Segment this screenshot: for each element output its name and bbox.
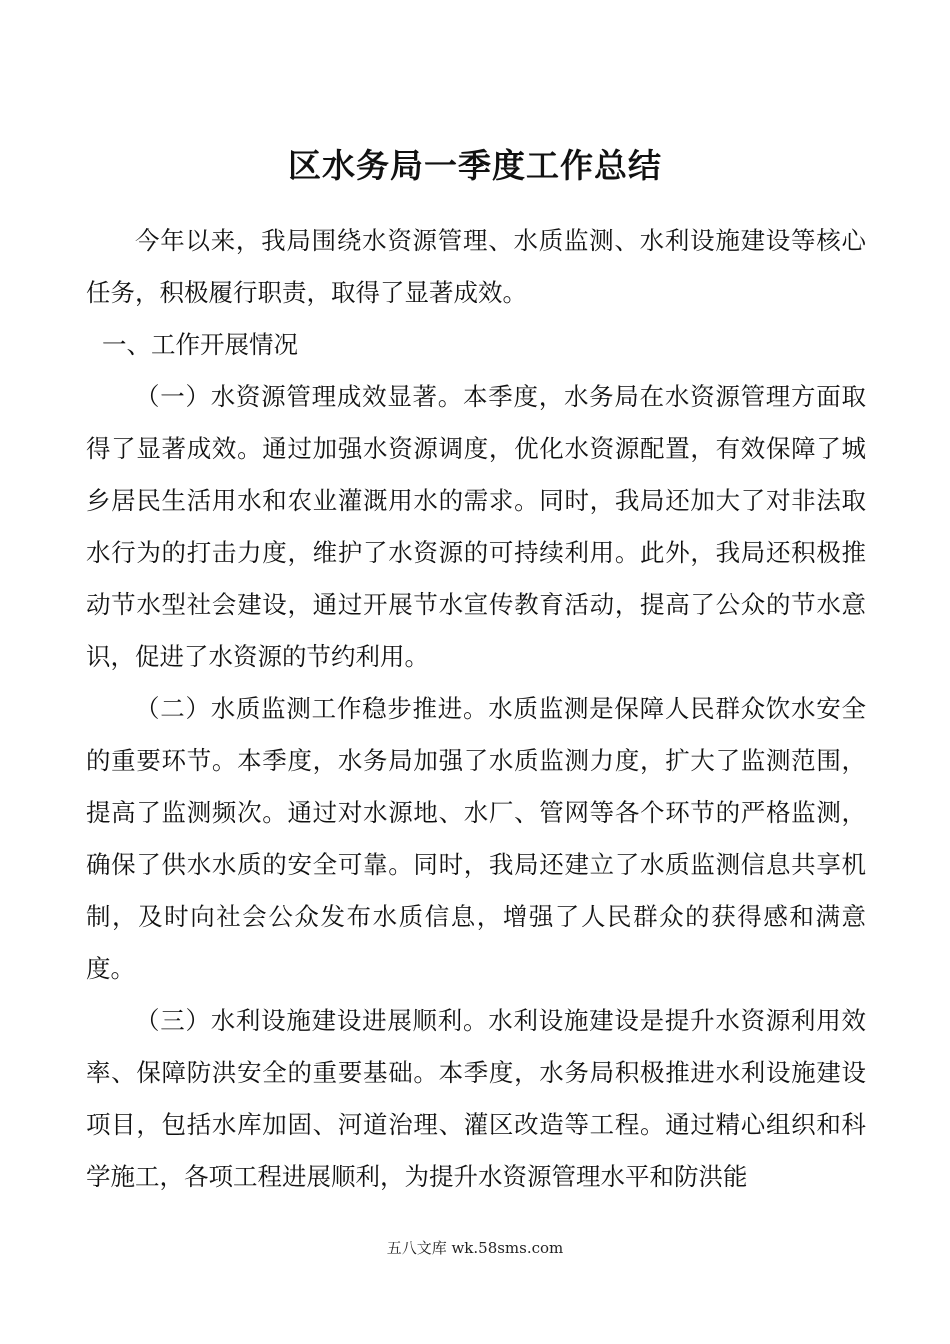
document-body — [86, 215, 866, 1203]
paragraph-water-quality: （二）水质监测工作稳步推进。水质监测是保障人民群众饮水安全的重要环节。本季度，水务局加强了水质监测力度，扩大了监测范围，提高了监测频次。通过对水源地、水厂、管网等各个环节的严格监测，确保了供水水质的安全可靠。同时，我局还建立了水质监测信息共享机制，及时向社会公众发布水质信息，增强了人民群众的获得感和满意度。 — [86, 694, 866, 983]
paragraph-water-facilities: （三）水利设施建设进展顺利。水利设施建设是提升水资源利用效率、保障防洪安全的重要基础。本季度，水务局积极推进水利设施建设项目，包括水库加固、河道治理、灌区改造等工程。通过精心组织和科学施工，各项工程进展顺利，为提升水资源管理水平和防洪能 — [86, 1006, 866, 1191]
footer-watermark: 五八文库 wk.58sms.com — [386, 1239, 564, 1257]
intro-paragraph: 今年以来，我局围绕水资源管理、水质监测、水利设施建设等核心任务，积极履行职责，取得了显著成效。 — [86, 226, 866, 307]
document-title: 区水务局一季度工作总结 — [288, 146, 662, 185]
section-heading: 一、工作开展情况 — [102, 330, 298, 359]
paragraph-water-resources: （一）水资源管理成效显著。本季度，水务局在水资源管理方面取得了显著成效。通过加强水资源调度，优化水资源配置，有效保障了城乡居民生活用水和农业灌溉用水的需求。同时，我局还加大了对非法取水行为的打击力度，维护了水资源的可持续利用。此外，我局还积极推动节水型社会建设，通过开展节水宣传教育活动，提高了公众的节水意识，促进了水资源的节约利用。 — [86, 382, 866, 671]
